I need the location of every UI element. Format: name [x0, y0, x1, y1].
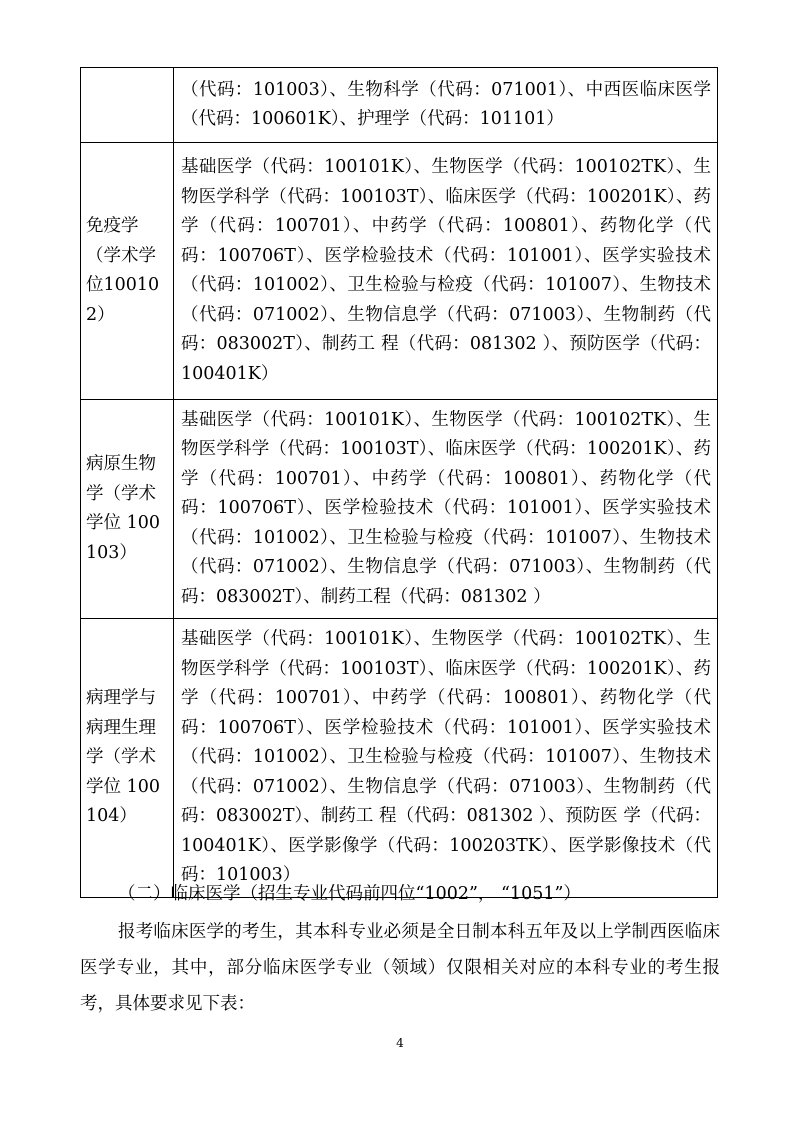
eligible-majors-cell: 基础医学（代码：100101K）、生物医学（代码：100102TK）、生物医学科学（代码：100103T）、临床医学（代码：100201K）、药学（代码：100701）、中药学（代码：100801）、药物化学（代码：100706T）、医学检验技术（代码：101001）、医学实验技术（代码：101002）、卫生检验与检疫（代码：101007）、生物技术（代码：071002）、生物信息学（代码：071003）、生物制药（代码：083002T）、制药工程（代码：081302 ）: [174, 400, 718, 619]
eligible-majors-cell: （代码：101003）、生物科学（代码：071001）、中西医临床医学（代码：100601K）、护理学（代码：101101）: [174, 68, 718, 143]
table-row: [81, 619, 718, 898]
discipline-name-cell: 病理学与病理生理学（学术学位 100104）: [81, 619, 174, 898]
body-paragraph: 报考临床医学的考生，其本科专业必须是全日制本科五年及以上学制西医临床医学专业，其中，部分临床医学专业（领域）仅限相关对应的本科专业的考生报考，具体要求见下表：: [80, 922, 720, 1014]
discipline-name-cell: 免疫学（学术学位100102）: [81, 143, 174, 400]
page-number: 4: [396, 1036, 404, 1050]
discipline-name-cell: 病原生物学（学术学位 100103）: [81, 400, 174, 619]
table-row: [81, 400, 718, 619]
section-heading: （二）临床医学（招生专业代码前四位“1002”， “1051”）: [118, 884, 581, 904]
eligible-majors-cell: 基础医学（代码：100101K）、生物医学（代码：100102TK）、生物医学科学（代码：100103T）、临床医学（代码：100201K）、药学（代码：100701）、中药学（代码：100801）、药物化学（代码：100706T）、医学检验技术（代码：101001）、医学实验技术（代码：101002）、卫生检验与检疫（代码：101007）、生物技术（代码：071002）、生物信息学（代码：071003）、生物制药（代码：083002T）、制药工 程（代码：081302 ）、预防医 学（代码：100401K）、医学影像学（代码：100203TK）、医学影像技术（代码：101003）: [174, 619, 718, 898]
table-row: [81, 68, 718, 143]
table-row: [81, 143, 718, 400]
major-requirements-table: [80, 67, 718, 898]
discipline-name-cell: [81, 68, 174, 143]
eligible-majors-cell: 基础医学（代码：100101K）、生物医学（代码：100102TK）、生物医学科学（代码：100103T）、临床医学（代码：100201K）、药学（代码：100701）、中药学（代码：100801）、药物化学（代码：100706T）、医学检验技术（代码：101001）、医学实验技术（代码：101002）、卫生检验与检疫（代码：101007）、生物技术（代码：071002）、生物信息学（代码：071003）、生物制药（代码：083002T）、制药工 程（代码：081302 ）、预防医学（代码：100401K）: [174, 143, 718, 400]
